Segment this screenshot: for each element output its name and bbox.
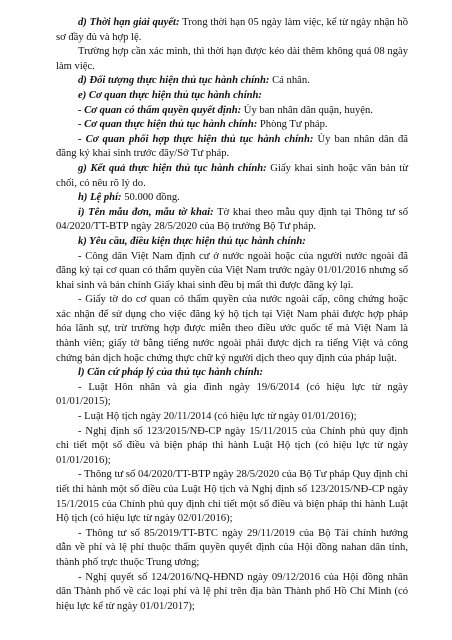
section-heading: - Cơ quan phối hợp thực hiện thủ tục hành chính: <box>78 133 314 145</box>
paragraph-text: - Nghị định số 123/2015/NĐ-CP ngày 15/11/2015 của Chính phủ quy định chi tiết một số điều và biện pháp thi hành Luật Hộ tịch (có hiệu lực từ ngày 01/01/2016); <box>56 425 408 466</box>
section-heading: - Cơ quan thực hiện thủ tục hành chính: <box>78 119 258 131</box>
paragraph-3 <box>56 89 408 104</box>
paragraph-text: Cá nhân. <box>269 75 310 87</box>
section-heading: g) Kết quả thực hiện thủ tục hành chính: <box>78 162 267 174</box>
paragraph-13 <box>56 366 408 381</box>
section-heading: d) Thời hạn giải quyết: <box>78 17 180 28</box>
paragraph-14 <box>56 381 408 410</box>
paragraph-17 <box>56 468 408 526</box>
section-heading: l) Căn cứ pháp lý của thủ tục hành chính: <box>78 367 264 379</box>
section-heading: d) Đối tượng thực hiện thủ tục hành chính: <box>78 75 270 87</box>
paragraph-text: Ủy ban nhân dân quận, huyện. <box>241 104 373 116</box>
paragraph-text: - Công dân Việt Nam định cư ở nước ngoài hoặc của người nước ngoài đã đăng ký tại cơ quan có thẩm quyền của Việt Nam trước ngày 01/01/2016 nhưng sổ khai sinh và bản chính Giấy khai sinh đều bị mất thì được đăng ký lại. <box>56 250 408 291</box>
paragraph-2 <box>56 74 408 89</box>
paragraph-0 <box>56 16 408 45</box>
paragraph-10 <box>56 235 408 250</box>
paragraph-7 <box>56 162 408 191</box>
paragraph-text: - Giấy tờ do cơ quan có thẩm quyền của nước ngoài cấp, công chứng hoặc xác nhận để sử dụng cho việc đăng ký hộ tịch tại Việt Nam phải được hợp pháp hóa lãnh sự, trừ trường hợp được miễn theo điều ước quốc tế mà Việt Nam là thành viên; giấy tờ bằng tiếng nước ngoài phải được dịch ra tiếng Việt và công chứng bản dịch hoặc chứng thực chữ ký người dịch theo quy định của pháp luật. <box>56 294 408 364</box>
paragraph-4 <box>56 104 408 119</box>
paragraph-11 <box>56 250 408 294</box>
paragraph-text: Tờ khai theo mẫu quy định tại Thông tư số 04/2020/TT-BTP ngày 28/5/2020 của Bộ trưởng Bộ Tư pháp. <box>56 206 408 233</box>
paragraph-text: - Nghị quyết số 124/2016/NQ-HĐND ngày 09/12/2016 của Hội đồng nhân dân Thành phố về các loại phí và lệ phí trên địa bàn Thành phố Hồ Chí Minh (có hiệu lực kể từ ngày 01/01/2017); <box>56 571 408 612</box>
paragraph-text: - Thông tư số 04/2020/TT-BTP ngày 28/5/2020 của Bộ Tư pháp Quy định chi tiết thi hành một số điều của Luật Hộ tịch và Nghị định số 123/2015/NĐ-CP ngày 15/1/2015 của Chính phủ quy định chi tiết một số điều và biện pháp thi hành Luật Hộ tịch (có hiệu lực từ ngày 02/01/2016); <box>56 469 408 525</box>
section-heading: e) Cơ quan thực hiện thủ tục hành chính: <box>78 89 262 101</box>
paragraph-text: - Luật Hộ tịch ngày 20/11/2014 (có hiệu lực từ ngày 01/01/2016); <box>78 411 357 423</box>
paragraph-text: Giấy khai sinh hoặc văn bản từ chối, có nêu rõ lý do. <box>56 162 408 189</box>
section-heading: k) Yêu cầu, điều kiện thực hiện thủ tục hành chính: <box>78 235 306 247</box>
paragraph-text: Phòng Tư pháp. <box>257 119 328 131</box>
document-page <box>56 16 408 614</box>
paragraph-1 <box>56 45 408 74</box>
paragraph-12 <box>56 293 408 366</box>
paragraph-9 <box>56 206 408 235</box>
section-heading: i) Tên mẫu đơn, mẫu tờ khai: <box>78 206 214 218</box>
paragraph-8 <box>56 191 408 206</box>
paragraph-5 <box>56 118 408 133</box>
paragraph-15 <box>56 410 408 425</box>
section-heading: - Cơ quan có thẩm quyền quyết định: <box>78 104 242 116</box>
paragraph-text: 50.000 đồng. <box>121 192 180 204</box>
paragraph-text: - Luật Hôn nhân và gia đình ngày 19/6/2014 (có hiệu lực từ ngày 01/01/2015); <box>56 381 408 408</box>
paragraph-text: Trong thời hạn 05 ngày làm việc, kể từ ngày nhận hồ sơ đầy đủ và hợp lệ. <box>56 17 408 43</box>
paragraph-text: - Thông tư số 85/2019/TT-BTC ngày 29/11/2019 của Bộ Tài chính hướng dẫn về phí và lệ phí thuộc thẩm quyền quyết định của Hội đồng nahan dân tỉnh, thành phố trực thuộc Trung ương; <box>56 527 408 568</box>
paragraph-6 <box>56 133 408 162</box>
paragraph-16 <box>56 425 408 469</box>
paragraph-19 <box>56 571 408 615</box>
section-heading: h) Lệ phí: <box>78 192 122 204</box>
paragraph-text: Trường hợp cần xác minh, thì thời hạn được kéo dài thêm không quá 08 ngày làm việc. <box>56 46 408 72</box>
paragraph-text: Ủy ban nhân dân đã đăng ký khai sinh trước đây/Sở Tư pháp. <box>56 133 409 160</box>
paragraph-18 <box>56 527 408 571</box>
